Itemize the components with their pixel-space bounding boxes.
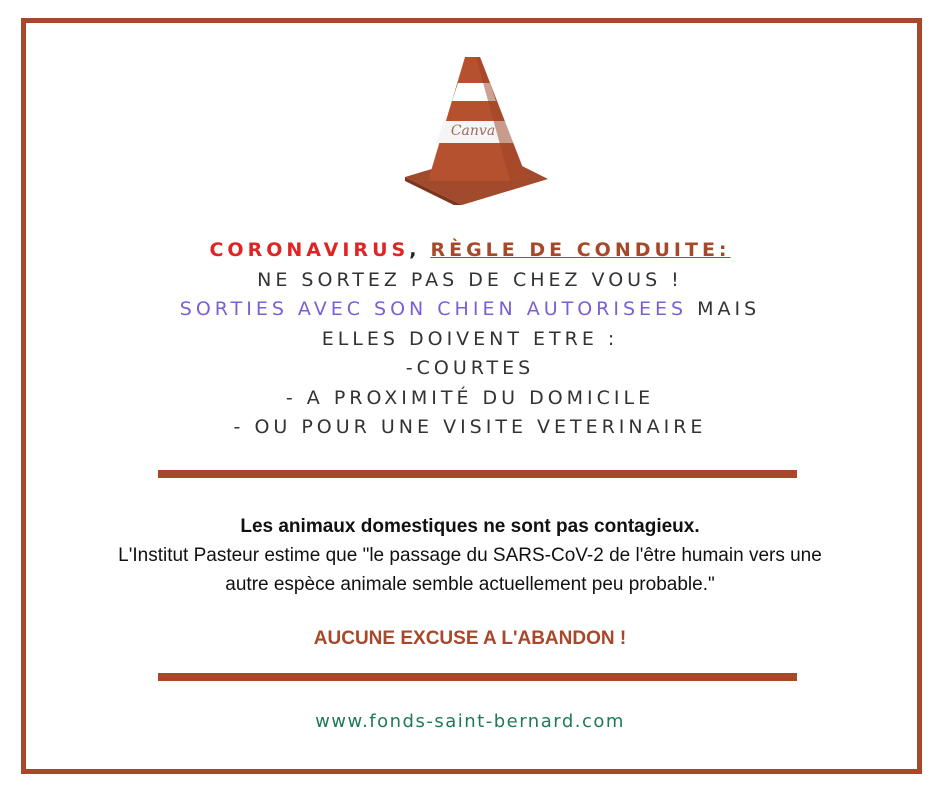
info-block <box>0 512 940 599</box>
info-line-1: L'Institut Pasteur estime que "le passage du SARS-CoV-2 de l'être humain vers une <box>118 545 822 566</box>
notice-line-4: -COURTES <box>405 357 535 379</box>
cone-watermark: Canva <box>450 123 496 139</box>
traffic-cone-icon <box>400 55 550 205</box>
title-rule: RÈGLE DE CONDUITE: <box>430 239 731 261</box>
no-abandon-message: AUCUNE EXCUSE A L'ABANDON ! <box>313 628 627 649</box>
notice-title <box>0 236 940 266</box>
dog-walk-allowed: SORTIES AVEC SON CHIEN AUTORISEES <box>179 298 688 320</box>
notice-line-1: NE SORTEZ PAS DE CHEZ VOUS ! <box>257 268 683 291</box>
info-heading: Les animaux domestiques ne sont pas contagieux. <box>240 516 700 537</box>
title-coronavirus: CORONAVIRUS <box>209 239 410 261</box>
divider-top <box>158 470 797 478</box>
notice-line-5: - A PROXIMITÉ DU DOMICILE <box>285 386 655 409</box>
notice-line-2-rest: MAIS <box>697 298 761 320</box>
notice-line-2 <box>0 295 940 325</box>
notice-block <box>0 236 940 443</box>
divider-bottom <box>158 673 797 681</box>
title-comma: , <box>409 239 421 261</box>
website-link[interactable]: www.fonds-saint-bernard.com <box>315 711 625 732</box>
notice-line-3: ELLES DOIVENT ETRE : <box>321 327 619 350</box>
info-line-2: autre espèce animale semble actuellement peu probable." <box>225 574 715 595</box>
notice-line-6: - OU POUR UNE VISITE VETERINAIRE <box>233 416 707 438</box>
